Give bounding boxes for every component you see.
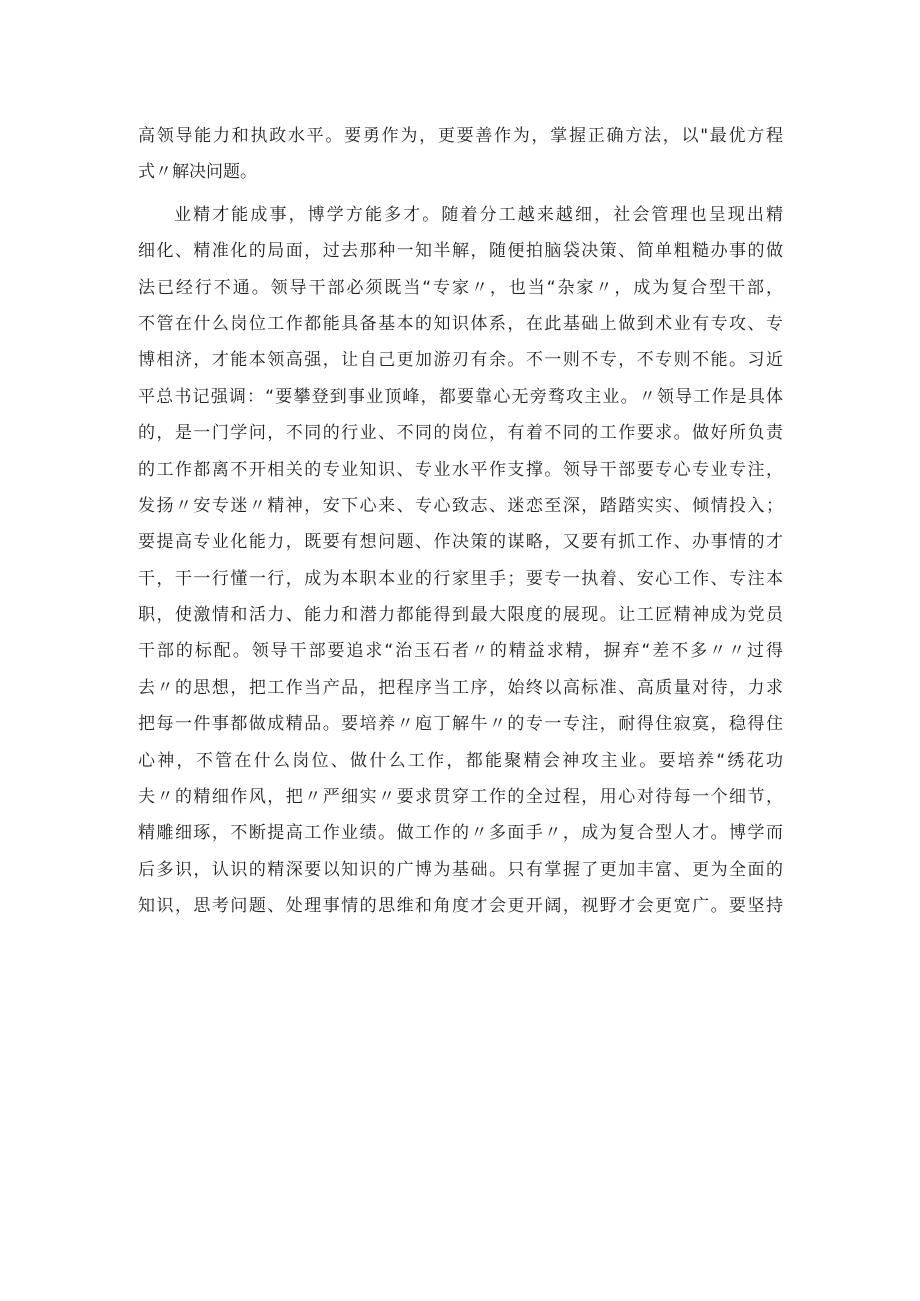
text-line: 的，是一门学问，不同的行业、不同的岗位，有着不同的工作要求。做好所负责	[138, 423, 783, 444]
text-line: 干，干一行懂一行，成为本职本业的行家里手；要专一执着、安心工作、专注本	[138, 568, 783, 589]
text-line: 博相济，才能本领高强，让自己更加游刃有余。不一则不专，不专则不能。习近	[138, 350, 783, 371]
text-line: 的工作都离不开相关的专业知识、专业水平作支撑。领导干部要专心专业专注，	[138, 459, 783, 480]
text-line: 把每一件事都做成精品。要培养〃庖丁解牛〃的专一专注，耐得住寂寞，稳得住	[138, 714, 783, 735]
text-line: 高领导能力和执政水平。要勇作为，更要善作为，掌握正确方法，以"最优方程	[138, 126, 783, 146]
text-line: 夫〃的精细作风，把〃严细实〃要求贯穿工作的全过程，用心对待每一个细节，	[138, 787, 783, 808]
paragraph-2	[138, 197, 783, 961]
text-line: 干部的标配。领导干部要追求“治玉石者〃的精益求精，摒弃“差不多〃〃过得	[138, 641, 783, 662]
text-line: 去〃的思想，把工作当产品，把程序当工序，始终以高标准、高质量对待，力求	[138, 677, 783, 698]
text-line: 发扬〃安专迷〃精神，安下心来、专心致志、迷恋至深，踏踏实实、倾情投入；	[138, 495, 783, 516]
text-line: 法已经行不通。领导干部必须既当“专家〃，也当“杂家〃，成为复合型干部，	[138, 277, 783, 298]
text-line: 知识，思考问题、处理事情的思维和角度才会更开阔，视野才会更宽广。要坚持	[138, 896, 783, 917]
text-line: 平总书记强调：“要攀登到事业顶峰，都要靠心无旁骛攻主业。〃领导工作是具体	[138, 386, 783, 407]
text-line: 心神，不管在什么岗位、做什么工作，都能聚精会神攻主业。要培养“绣花功	[138, 750, 783, 771]
document-body	[138, 118, 783, 961]
text-line: 后多识，认识的精深要以知识的广博为基础。只有掌握了更加丰富、更为全面的	[138, 859, 783, 880]
paragraph-1	[138, 118, 783, 191]
text-line: 职，使激情和活力、能力和潜力都能得到最大限度的展现。让工匠精神成为党员	[138, 605, 783, 626]
text-line: 要提高专业化能力，既要有想问题、作决策的谋略，又要有抓工作、办事情的才	[138, 532, 783, 553]
text-line: 式〃解决问题。	[138, 162, 257, 183]
text-line: 细化、精准化的局面，过去那种一知半解，随便拍脑袋决策、简单粗糙办事的做	[138, 241, 783, 262]
text-line: 业精才能成事，博学方能多才。随着分工越来越细，社会管理也呈现出精	[174, 204, 783, 225]
text-line: 精雕细琢，不断提高工作业绩。做工作的〃多面手〃，成为复合型人才。博学而	[138, 823, 783, 844]
text-line: 不管在什么岗位工作都能具备基本的知识体系，在此基础上做到术业有专攻、专	[138, 313, 783, 334]
text-line	[138, 925, 783, 961]
